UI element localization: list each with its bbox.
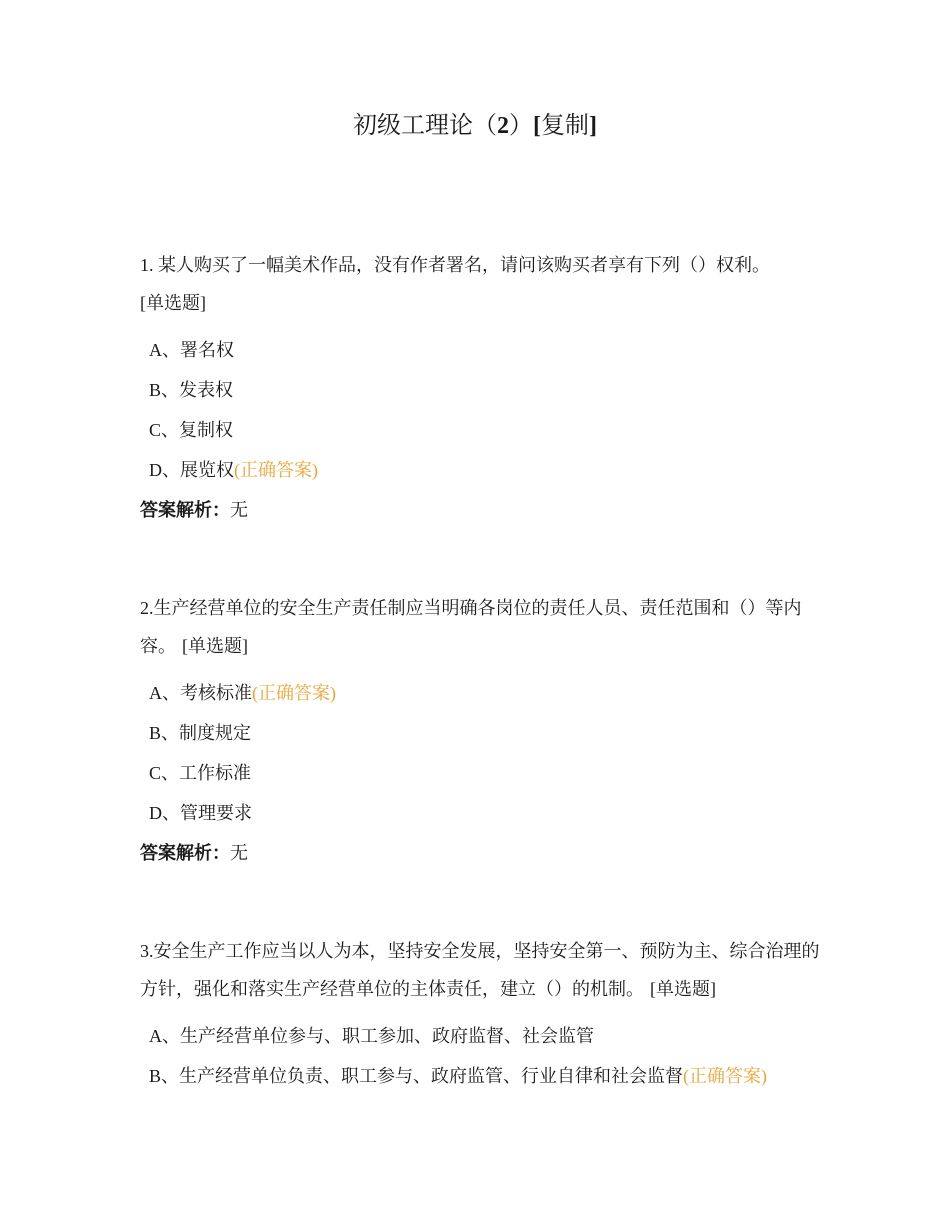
option-d[interactable] [140,793,820,833]
option-text: B、生产经营单位负责、职工参与、政府监管、行业自律和社会监督 [149,1066,684,1086]
analysis-value: 无 [230,843,248,863]
options-list [140,1016,820,1096]
question-1 [140,246,820,530]
question-type: [单选题] [140,293,206,313]
option-b[interactable] [140,1056,820,1096]
question-type: [单选题] [182,636,248,656]
option-a[interactable] [140,1016,820,1056]
options-list [140,673,820,833]
analysis-label: 答案解析： [140,500,230,520]
analysis-value: 无 [230,500,248,520]
option-text: B、制度规定 [149,723,252,743]
option-text: A、署名权 [149,340,234,360]
document-title [0,108,950,144]
analysis-label: 答案解析： [140,843,230,863]
option-text: A、考核标准 [149,683,252,703]
correct-answer-mark: (正确答案) [234,460,318,480]
option-text: C、工作标准 [149,763,252,783]
option-a[interactable] [140,330,820,370]
option-c[interactable] [140,753,820,793]
option-d[interactable] [140,450,820,490]
question-stem [140,932,820,1008]
option-text: A、生产经营单位参与、职工参加、政府监督、社会监管 [149,1026,594,1046]
option-text: D、管理要求 [149,803,252,823]
correct-answer-mark: (正确答案) [252,683,336,703]
option-text: D、展览权 [149,460,234,480]
title-close-paren: ） [509,113,533,139]
title-main: 初级工理论（ [353,113,497,139]
option-b[interactable] [140,713,820,753]
option-a[interactable] [140,673,820,713]
correct-answer-mark: (正确答案) [683,1066,768,1086]
option-text: B、发表权 [149,380,234,400]
question-type: [单选题] [650,979,716,999]
option-text: C、复制权 [149,420,234,440]
option-b[interactable] [140,370,820,410]
question-2 [140,589,820,873]
question-stem [140,589,820,665]
title-number: 2 [497,113,509,139]
question-3 [140,932,820,1096]
title-bracket-close: ] [589,113,597,139]
title-copy-tag: 复制 [541,113,589,139]
question-text: 3.安全生产工作应当以人为本，坚持安全发展，坚持安全第一、预防为主、综合治理的方针，强化和落实生产经营单位的主体责任，建立（）的机制。 [140,941,820,999]
option-c[interactable] [140,410,820,450]
question-stem [140,246,820,322]
options-list [140,330,820,490]
question-text: 1. 某人购买了一幅美术作品，没有作者署名，请问该购买者享有下列（）权利。 [140,255,770,275]
answer-analysis [140,490,820,530]
answer-analysis [140,833,820,873]
question-text: 2.生产经营单位的安全生产责任制应当明确各岗位的责任人员、责任范围和（）等内容。 [140,598,802,656]
title-bracket-open: [ [533,113,541,139]
